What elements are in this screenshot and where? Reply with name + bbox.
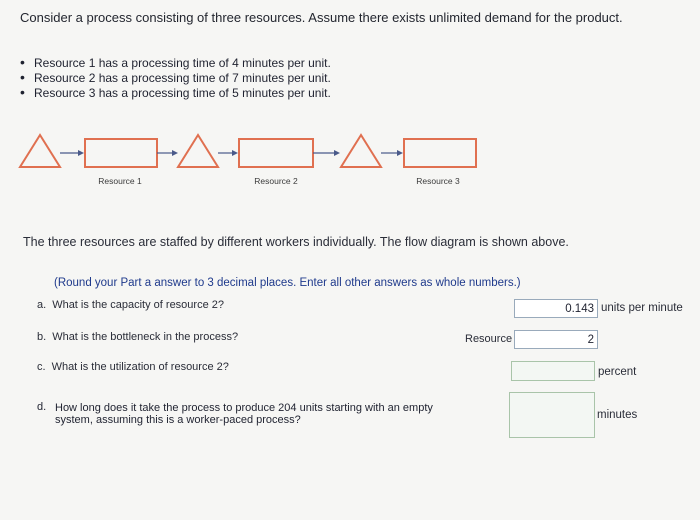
utilization-answer-field[interactable] [511, 361, 595, 381]
resource-3-label: Resource 3 [416, 176, 460, 186]
question-c [37, 361, 229, 373]
process-flow-diagram [0, 125, 700, 195]
resource-3-box [404, 139, 476, 167]
resource-1-bullet: • Resource 1 has a processing time of 4 minutes per unit. [18, 56, 331, 71]
flow-statement: The three resources are staffed by different workers individually. The flow diagram is shown above. [23, 235, 569, 249]
question-a [37, 299, 224, 311]
resource-list [18, 56, 331, 101]
bottleneck-prefix: Resource [465, 333, 513, 345]
resource-2-box [239, 139, 313, 167]
question-b [37, 331, 238, 343]
question-a-letter: a. [37, 299, 47, 311]
question-b-letter: b. [37, 331, 47, 343]
question-d-text: How long does it take the process to produce 204 units starting with an empty system, assuming this is a worker-paced process? [55, 402, 433, 426]
resource-1-box [85, 139, 157, 167]
problem-intro: Consider a process consisting of three resources. Assume there exists unlimited demand for the product. [20, 10, 623, 25]
inventory-triangle-1 [20, 135, 60, 167]
inventory-triangle-3 [341, 135, 381, 167]
bottleneck-answer-field[interactable]: 2 [514, 330, 598, 349]
question-a-text: What is the capacity of resource 2? [52, 299, 224, 311]
question-c-letter: c. [37, 361, 46, 373]
resource-3-bullet: • Resource 3 has a processing time of 5 minutes per unit. [18, 86, 331, 101]
resource-1-label: Resource 1 [98, 176, 142, 186]
production-time-unit: minutes [597, 409, 638, 421]
resource-2-bullet: • Resource 2 has a processing time of 7 minutes per unit. [18, 71, 331, 86]
production-time-answer-field[interactable] [509, 392, 595, 438]
question-d-letter: d. [37, 401, 47, 413]
question-b-text: What is the bottleneck in the process? [52, 331, 239, 343]
capacity-answer-field[interactable]: 0.143 [514, 299, 598, 318]
inventory-triangle-2 [178, 135, 218, 167]
rounding-instructions: (Round your Part a answer to 3 decimal places. Enter all other answers as whole numbers.) [54, 277, 521, 289]
resource-2-label: Resource 2 [254, 176, 298, 186]
utilization-unit: percent [598, 366, 637, 378]
question-c-text: What is the utilization of resource 2? [51, 361, 229, 373]
capacity-unit: units per minute [601, 302, 683, 314]
